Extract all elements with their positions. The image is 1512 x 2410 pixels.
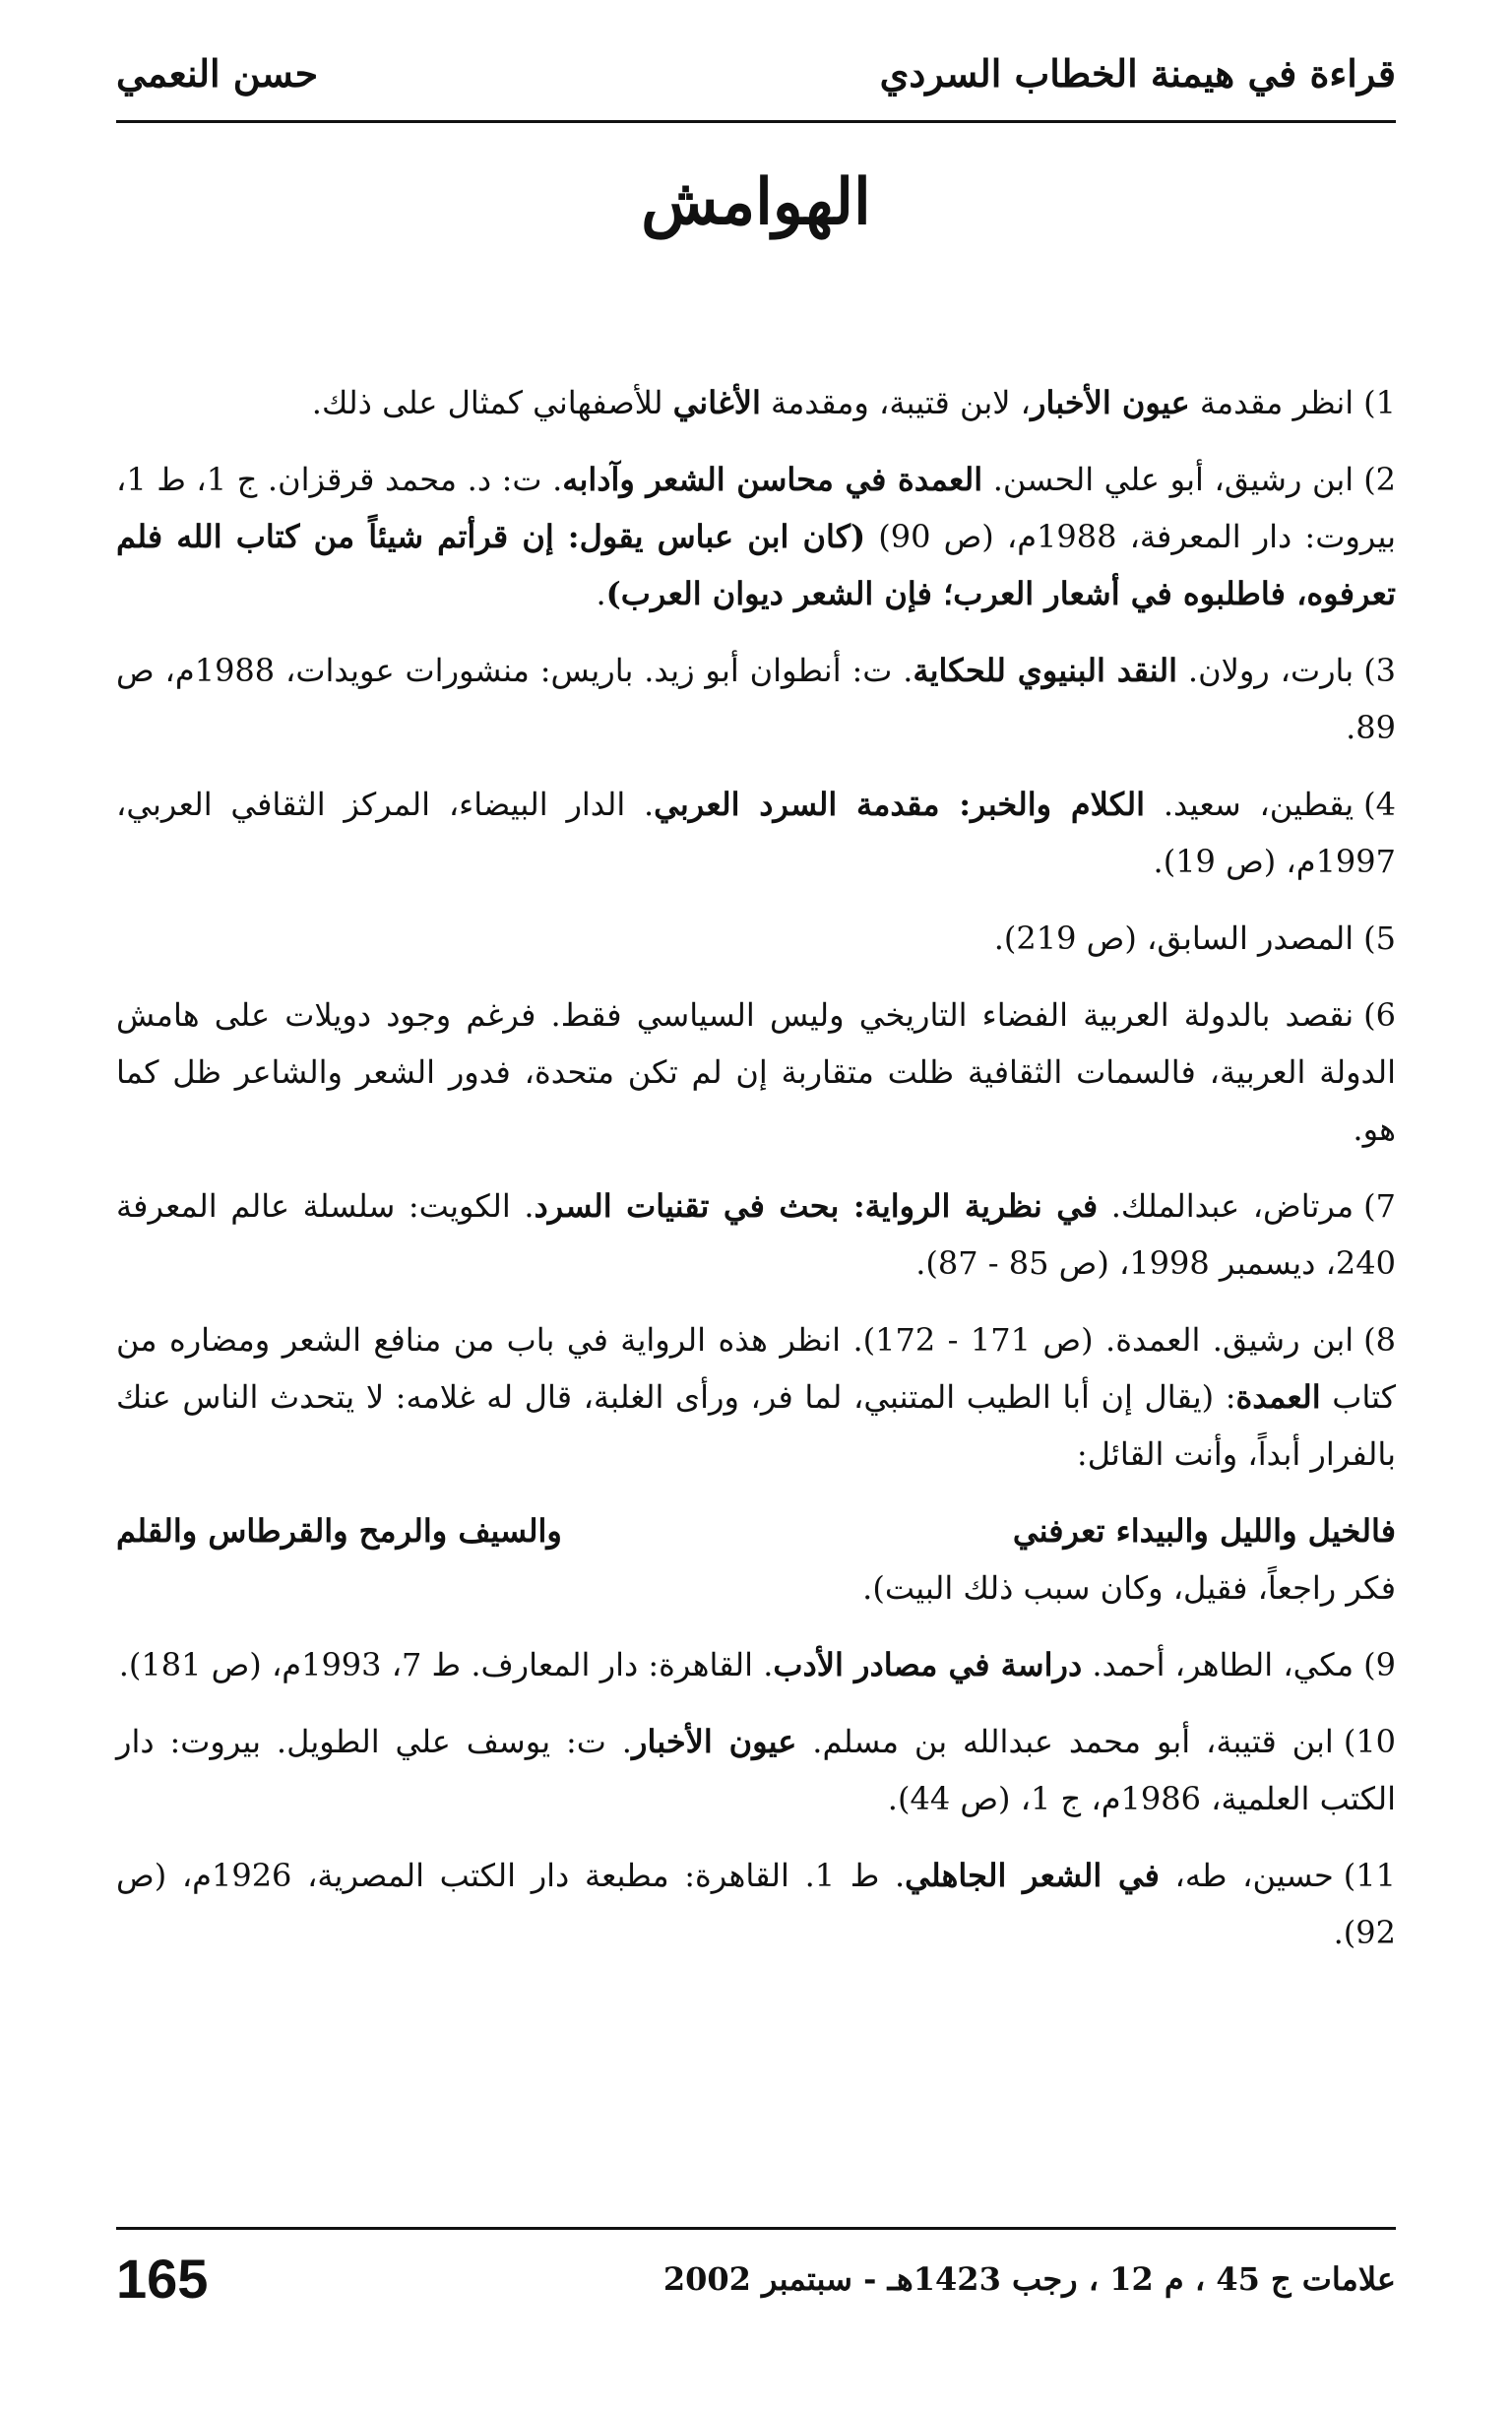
footnote-text: . الدار البيضاء، المركز الثقافي العربي، 1997م، (ص 19). [116, 786, 1396, 880]
footnote [116, 776, 1396, 890]
cited-title: (كان ابن عباس يقول: إن قرأتم شيئاً من كتاب الله فلم تعرفوه، فاطلبوه في أشعار العرب؛ فإن الشعر ديوان العرب) [116, 518, 1396, 612]
cited-title: النقد البنيوي للحكاية [913, 652, 1178, 689]
author-name: حسن النعمي [116, 51, 319, 95]
footnote-text: مرتاض، عبدالملك. [1098, 1187, 1354, 1225]
poetry-verse [116, 1502, 1396, 1559]
issue-info: علامات ج 45 ، م 12 ، رجب 1423هـ - سبتمبر 2002 [662, 2259, 1396, 2298]
footnote-number: 4) [1363, 786, 1397, 823]
footnote [116, 1713, 1396, 1827]
footnote-number: 3) [1363, 652, 1397, 689]
footnote-text: المصدر السابق، (ص 219). [993, 920, 1354, 957]
header-rule [116, 120, 1396, 123]
footnote-text: : (يقال إن أبا الطيب المتنبي، لما فر، ورأى الغلبة، قال له غلامه: لا يتحدث الناس عنك بالفرار أبداً، وأنت القائل: [116, 1378, 1396, 1473]
footnote-text: ابن قتيبة، أبو محمد عبدالله بن مسلم. [796, 1723, 1334, 1760]
footnote [116, 642, 1396, 756]
cited-title: في الشعر الجاهلي [905, 1857, 1160, 1894]
footnote-text: بارت، رولان. [1177, 652, 1354, 689]
cited-title: عيون الأخبار [1030, 384, 1190, 421]
verse-first-hemistich: فالخيل والليل والبيداء تعرفني [1012, 1512, 1396, 1550]
footnote-text: انظر مقدمة [1189, 384, 1354, 421]
footnote [116, 1636, 1396, 1693]
cited-title: دراسة في مصادر الأدب [773, 1646, 1083, 1683]
footnote-number: 2) [1363, 461, 1397, 498]
section-title: الهوامش [641, 165, 871, 239]
footnote [116, 374, 1396, 431]
footnote-text: . [596, 575, 606, 612]
footnote-number: 7) [1363, 1187, 1397, 1225]
footnote-text: . الكويت: سلسلة عالم المعرفة 240، ديسمبر 1998، (ص 85 - 87). [116, 1187, 1396, 1282]
footnote [116, 1177, 1396, 1292]
footnote-text: مكي، الطاهر، أحمد. [1082, 1646, 1354, 1683]
running-header [116, 51, 1396, 96]
footnote-text: . ت: يوسف علي الطويل. بيروت: دار الكتب العلمية، 1986م، ج 1، (ص 44). [116, 1723, 1396, 1817]
footnote [116, 1311, 1396, 1483]
footnote-number: 10) [1343, 1723, 1397, 1760]
cited-title: العمدة [1235, 1378, 1321, 1416]
footnote-text: للأصفهاني كمثال على ذلك. [311, 384, 673, 421]
footnotes-group-1 [116, 374, 1396, 1483]
footnote-text: . ت: أنطوان أبو زيد. باريس: منشورات عويدات، 1988م، ص 89. [116, 652, 1396, 746]
footnote-text: حسين، طه، [1159, 1857, 1334, 1894]
footnote-text: نقصد بالدولة العربية الفضاء التاريخي وليس السياسي فقط. فرغم وجود دويلات على هامش الدولة العربية، فالسمات الثقافية ظلت متقاربة إن لم تكن متحدة، فدور الشعر والشاعر ظل كما هو. [116, 996, 1396, 1148]
page-footer [116, 2247, 1396, 2311]
journal-article-title: قراءة في هيمنة الخطاب السردي [879, 51, 1396, 95]
cited-title: العمدة في محاسن الشعر وآدابه [562, 461, 983, 498]
cited-title: الكلام والخبر: مقدمة السرد العربي [654, 786, 1146, 823]
footnote [116, 910, 1396, 967]
footnotes-list [116, 374, 1396, 1981]
verse-continuation: فكر راجعاً، فقيل، وكان سبب ذلك البيت). [862, 1569, 1396, 1607]
footnote-number: 11) [1343, 1857, 1396, 1894]
footnotes-group-2 [116, 1636, 1396, 1961]
footnote-number: 8) [1363, 1321, 1397, 1359]
cited-title: عيون الأخبار [631, 1723, 797, 1760]
page-number: 165 [116, 2248, 209, 2310]
footnote-text: . ط 1. القاهرة: مطبعة دار الكتب المصرية، 1926م، (ص 92). [116, 1857, 1396, 1951]
cited-title: في نظرية الرواية: بحث في تقنيات السرد [534, 1187, 1099, 1225]
footnote-text: ابن رشيق، أبو علي الحسن. [982, 461, 1354, 498]
footnote-text: ابن رشيق. العمدة. (ص 171 - 172). انظر هذه الرواية في باب من منافع الشعر ومضاره من كتاب [116, 1321, 1397, 1416]
footnote-text: ، لابن قتيبة، ومقدمة [760, 384, 1031, 421]
footnote-text: . القاهرة: دار المعارف. ط 7، 1993م، (ص 181). [118, 1646, 774, 1683]
footnote-text: . ت: د. محمد قرقزان. ج 1، ط 1، بيروت: دار المعرفة، 1988م، (ص 90) [116, 461, 1397, 555]
footnote-text: يقطين، سعيد. [1145, 786, 1354, 823]
footnote [116, 1847, 1396, 1961]
footnote-number: 5) [1363, 920, 1396, 957]
footnote-number: 9) [1363, 1646, 1396, 1683]
footnote [116, 451, 1396, 622]
verse-second-hemistich: والسيف والرمح والقرطاس والقلم [116, 1512, 562, 1550]
footnote-number: 6) [1363, 996, 1396, 1034]
footnote-number: 1) [1363, 384, 1396, 421]
cited-title: الأغاني [672, 384, 761, 421]
footnote [116, 986, 1396, 1158]
footer-rule [116, 2227, 1396, 2230]
